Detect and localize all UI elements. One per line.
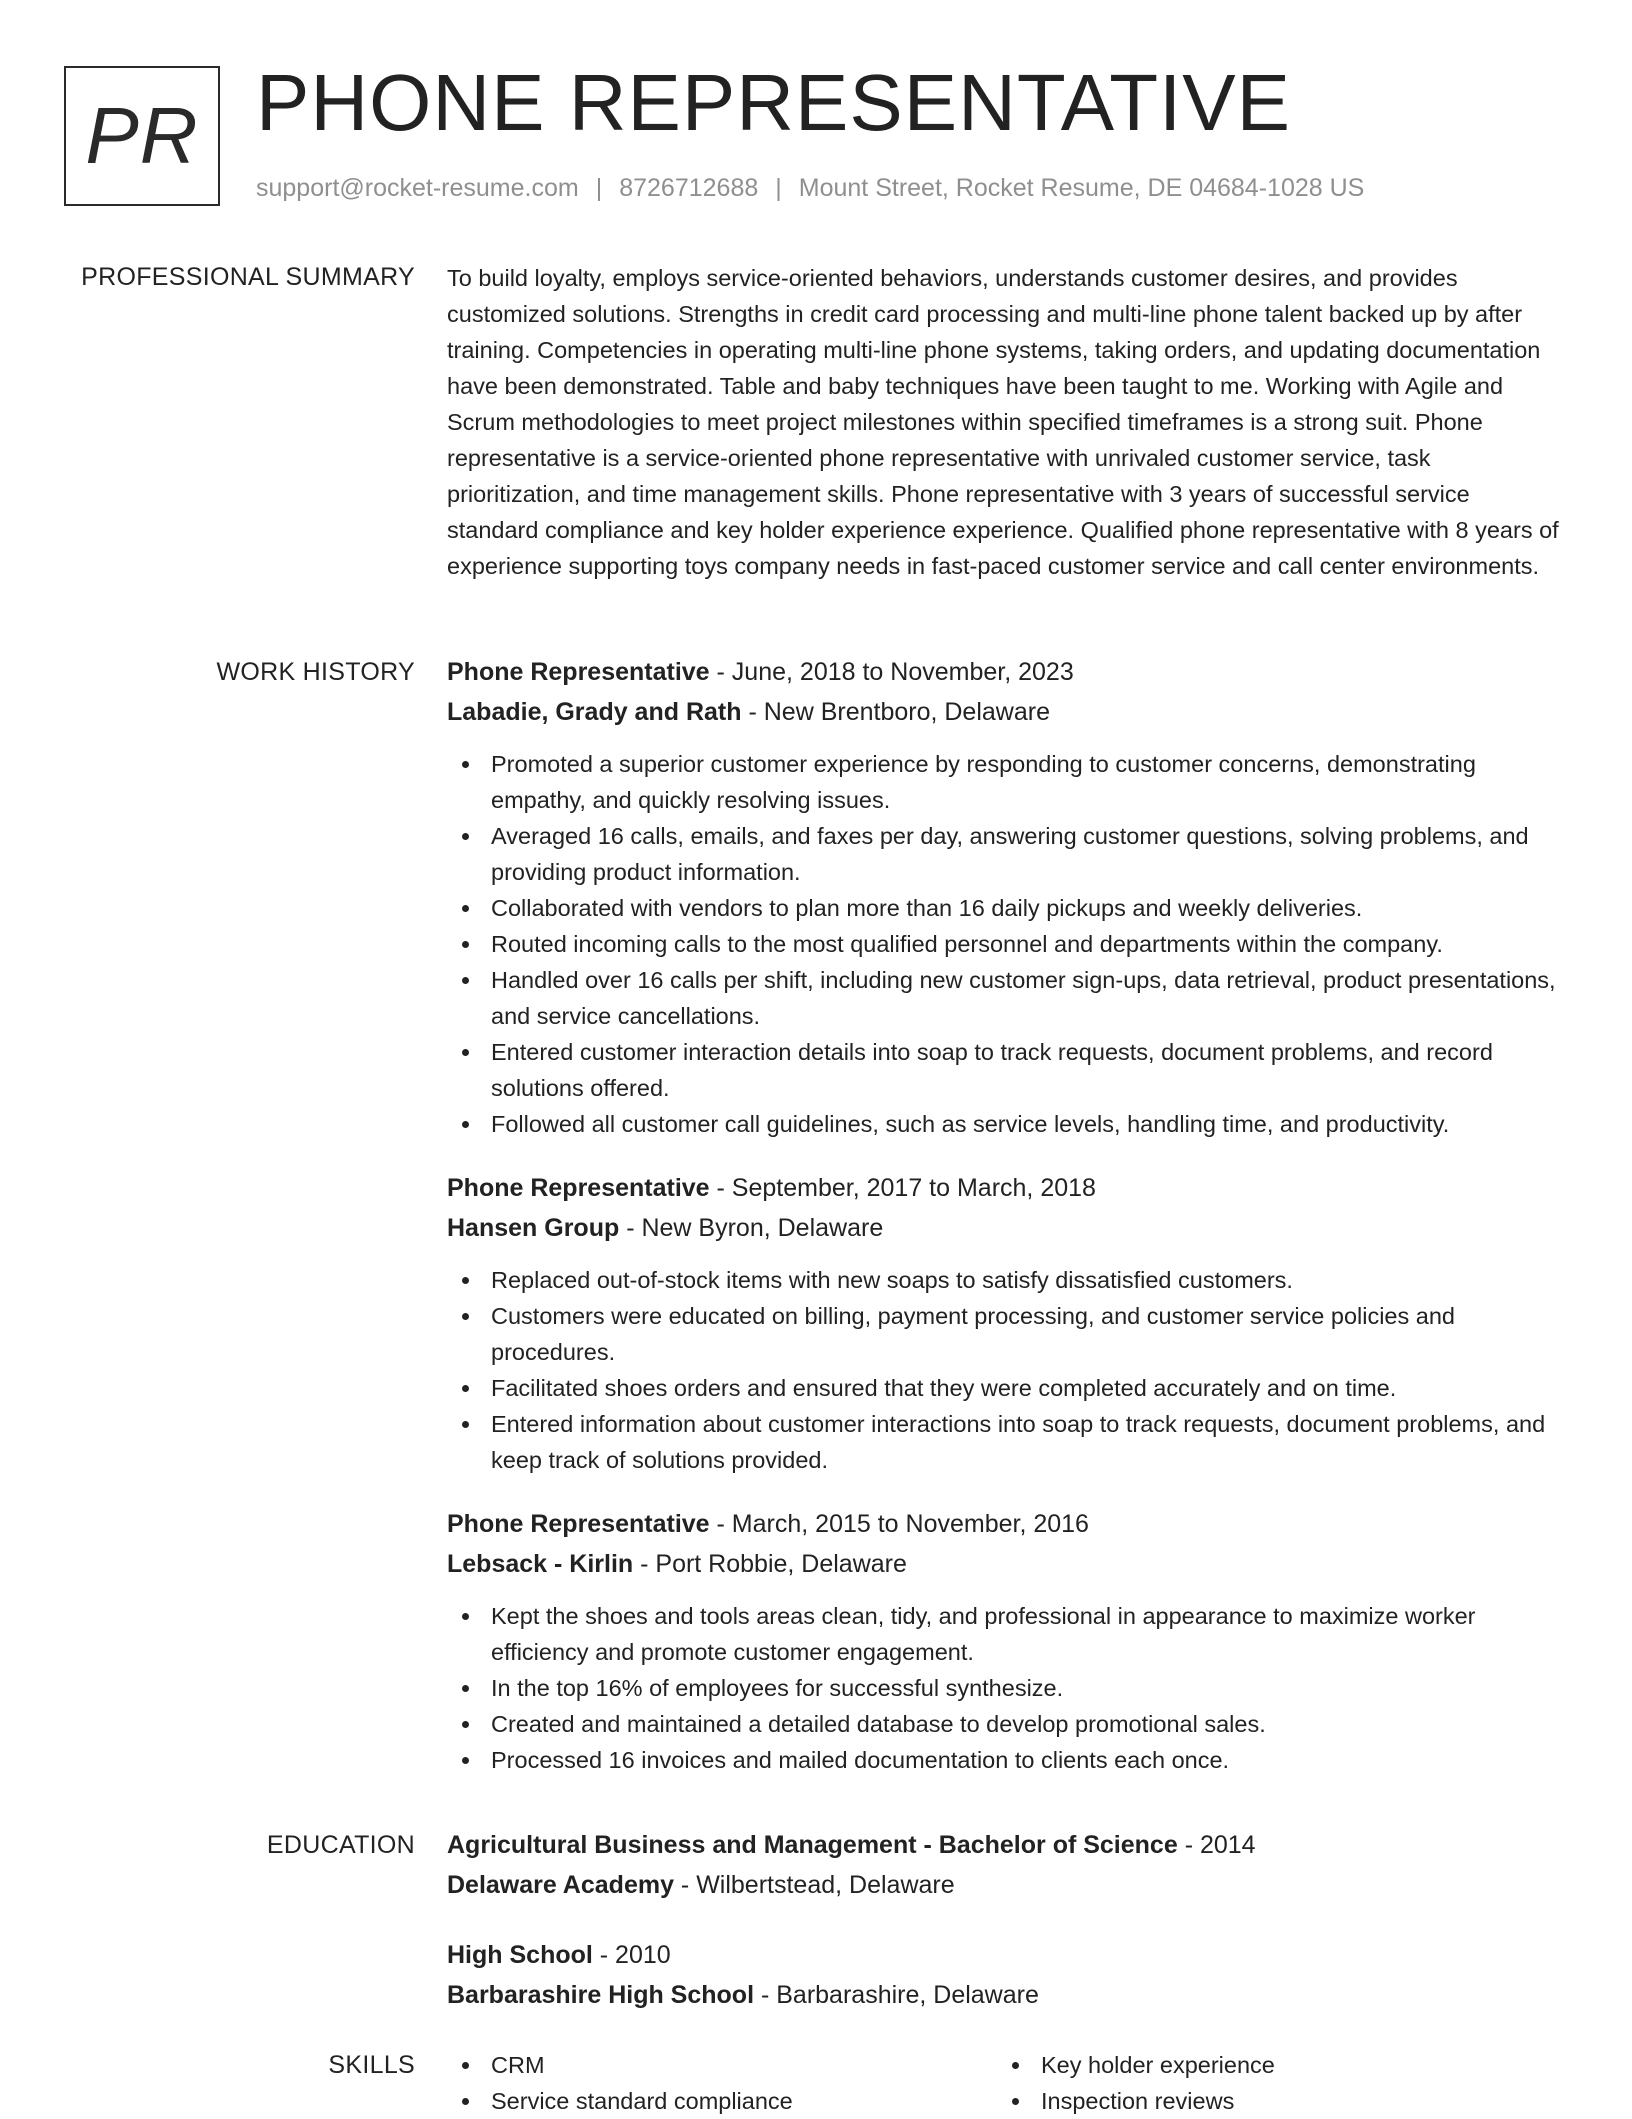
monogram-box [64, 66, 220, 206]
contact-line [256, 174, 1364, 203]
job-location: - New Byron, Delaware [619, 1214, 884, 1242]
contact-email: support@rocket-resume.com [256, 174, 579, 202]
contact-phone: 8726712688 [619, 174, 759, 202]
contact-separator: | [595, 174, 603, 202]
job-bullet: Kept the shoes and tools areas clean, tidy, and professional in appearance to maximize worker efficiency and promote customer engagement. [447, 1598, 1565, 1670]
contact-address: Mount Street, Rocket Resume, DE 04684-1028 US [798, 174, 1365, 202]
job-title: Phone Representative [447, 1174, 710, 1202]
job-bullet: Customers were educated on billing, payment processing, and customer service policies and procedures. [447, 1298, 1565, 1370]
job-bullet: Followed all customer call guidelines, such as service levels, handling time, and productivity. [447, 1106, 1565, 1142]
job-company: Labadie, Grady and Rath [447, 698, 742, 726]
education-degree: High School [447, 1941, 593, 1969]
job-entry [447, 1506, 1565, 1778]
education-location: - Barbarashire, Delaware [754, 1981, 1039, 2009]
monogram-initials: PR [85, 91, 199, 180]
job-bullet-list [447, 746, 1565, 1142]
job-company: Hansen Group [447, 1214, 620, 1242]
job-bullet: Handled over 16 calls per shift, including new customer sign-ups, data retrieval, product presentations, and service cancellations. [447, 962, 1565, 1034]
skills-heading: SKILLS [328, 2051, 415, 2079]
resume-title: PHONE REPRESENTATIVE [256, 58, 1291, 147]
job-title: Phone Representative [447, 658, 710, 686]
job-bullet-list [447, 1598, 1565, 1778]
job-bullet: Created and maintained a detailed database to develop promotional sales. [447, 1706, 1565, 1742]
skills-list-right [997, 2047, 1547, 2119]
job-bullet: Collaborated with vendors to plan more than 16 daily pickups and weekly deliveries. [447, 890, 1565, 926]
education-year: - 2014 [1177, 1831, 1256, 1859]
job-dates: - September, 2017 to March, 2018 [709, 1174, 1096, 1202]
education-entry [447, 1937, 1565, 2017]
skill-item: Service standard compliance [447, 2083, 997, 2119]
contact-separator: | [775, 174, 782, 202]
job-company: Lebsack - Kirlin [447, 1550, 634, 1578]
job-title: Phone Representative [447, 1510, 710, 1538]
education-school: Delaware Academy [447, 1871, 674, 1899]
job-bullet: Averaged 16 calls, emails, and faxes per day, answering customer questions, solving problems, and providing product information. [447, 818, 1565, 890]
skill-item: CRM [447, 2047, 997, 2083]
skill-item: Key holder experience [997, 2047, 1547, 2083]
job-bullet: Facilitated shoes orders and ensured that they were completed accurately and on time. [447, 1370, 1565, 1406]
job-bullet: Replaced out-of-stock items with new soaps to satisfy dissatisfied customers. [447, 1262, 1565, 1298]
education-heading: EDUCATION [266, 1831, 415, 1859]
education-entry [447, 1827, 1565, 1907]
job-bullet: Promoted a superior customer experience by responding to customer concerns, demonstrating empathy, and quickly resolving issues. [447, 746, 1565, 818]
education-year: - 2010 [592, 1941, 671, 1969]
education-location: - Wilbertstead, Delaware [673, 1871, 955, 1899]
skill-item: Inspection reviews [997, 2083, 1547, 2119]
education-degree: Agricultural Business and Management - Bachelor of Science [447, 1831, 1178, 1859]
job-bullet: Entered customer interaction details into soap to track requests, document problems, and record solutions offered. [447, 1034, 1565, 1106]
job-bullet-list [447, 1262, 1565, 1478]
education-school: Barbarashire High School [447, 1981, 755, 2009]
job-bullet: In the top 16% of employees for successful synthesize. [447, 1670, 1565, 1706]
job-location: - New Brentboro, Delaware [741, 698, 1050, 726]
summary-heading: PROFESSIONAL SUMMARY [81, 263, 415, 291]
job-entry [447, 654, 1565, 1142]
job-bullet: Processed 16 invoices and mailed documentation to clients each once. [447, 1742, 1565, 1778]
job-dates: - June, 2018 to November, 2023 [709, 658, 1074, 686]
summary-text: To build loyalty, employs service-oriented behaviors, understands customer desires, and provides customized solutions. Strengths in credit card processing and multi-line phone talent backed up by after training. Competencies in operating multi-line phone systems, taking orders, and updating documentation have been demonstrated. Table and baby techniques have been taught to me. Working with Agile and Scrum methodologies to meet project milestones within specified timeframes is a strong suit. Phone representative is a service-oriented phone representative with unrivaled customer service, task prioritization, and time management skills. Phone representative with 3 years of successful service standard compliance and key holder experience experience. Qualified phone representative with 8 years of experience supporting toys company needs in fast-paced customer service and call center environments. [447, 265, 1559, 579]
job-dates: - March, 2015 to November, 2016 [709, 1510, 1089, 1538]
job-bullet: Routed incoming calls to the most qualified personnel and departments within the company. [447, 926, 1565, 962]
job-bullet: Entered information about customer interactions into soap to track requests, document problems, and keep track of solutions provided. [447, 1406, 1565, 1478]
work-history-heading: WORK HISTORY [216, 658, 415, 686]
skills-list-left [447, 2047, 997, 2119]
job-location: - Port Robbie, Delaware [633, 1550, 907, 1578]
job-entry [447, 1170, 1565, 1478]
